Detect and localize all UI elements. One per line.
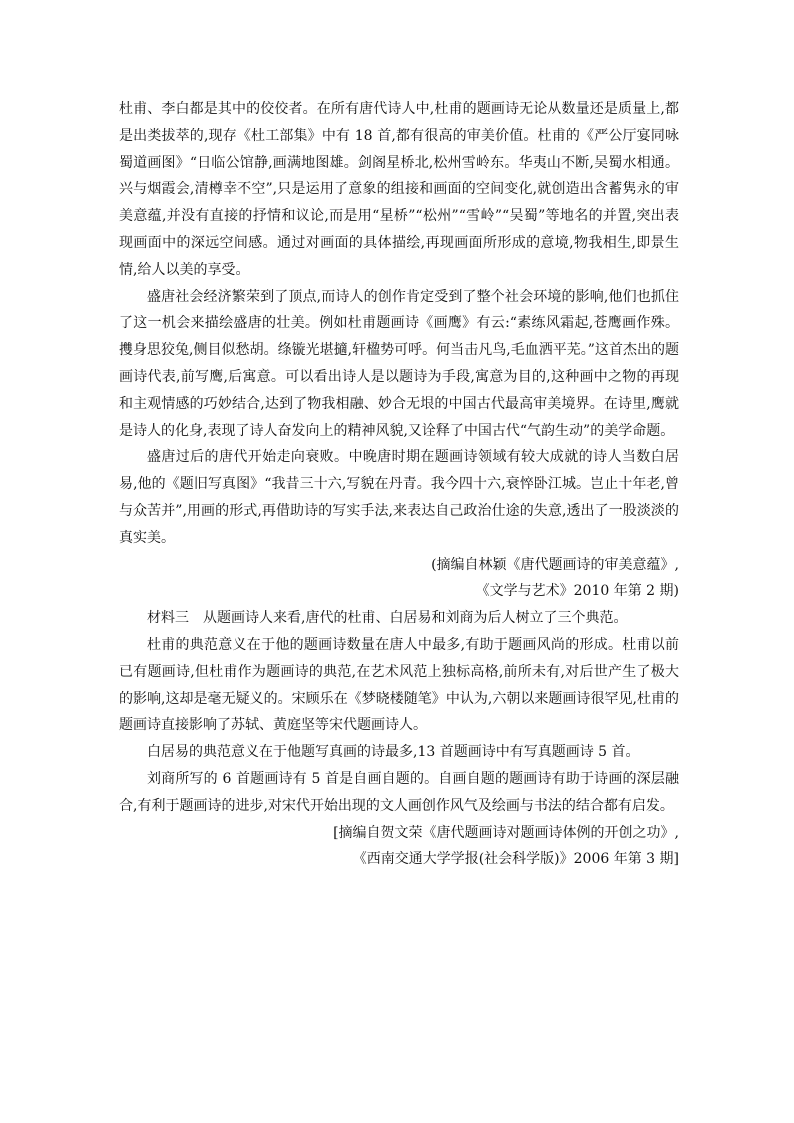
paragraph-dufu-libai: 杜甫、李白都是其中的佼佼者。在所有唐代诗人中,杜甫的题画诗无论从数量还是质量上,都是出类拔萃的,现存《杜工部集》中有 18 首,都有很高的审美价值。杜甫的《严公厅宴同咏蜀道画图》“日临公馆静,画满地图雄。剑阁星桥北,松州雪岭东。华夷山不断,吴蜀水相通。兴与烟霞会,清樽幸不空”,只是运用了意象的组接和画面的空间变化,就创造出含蓄隽永的审美意蕴,并没有直接的抒情和议论,而是用“星桥”“松州”“雪岭”“吴蜀”等地名的并置,突出表现画面中的深远空间感。通过对画面的具体描绘,再现画面所形成的意境,物我相生,即景生情,给人以美的享受。 <box>119 101 679 278</box>
paragraph-baijuyi: 盛唐过后的唐代开始走向衰败。中晚唐时期在题画诗领域有较大成就的诗人当数白居易,他的《题旧写真图》“我昔三十六,写貌在丹青。我今四十六,衰悴卧江城。岂止十年老,曾与众苦并”,用画的形式,再借助诗的写实手法,来表达自己政治仕途的失意,透出了一股淡淡的真实美。 <box>119 449 679 546</box>
source-citation-2-line-1: [摘编自贺文荣《唐代题画诗对题画诗体例的开创之功》, <box>333 824 679 841</box>
source-citation-2-line-2: 《西南交通大学学报(社会科学版)》2006 年第 3 期] <box>352 851 679 868</box>
paragraph-shengtang: 盛唐社会经济繁荣到了顶点,而诗人的创作肯定受到了整个社会环境的影响,他们也抓住了这一机会来描绘盛唐的壮美。例如杜甫题画诗《画鹰》有云:“素练风霜起,苍鹰画作殊。㩳身思狡兔,侧目似愁胡。绦镟光堪擿,轩楹势可呼。何当击凡鸟,毛血洒平芜。”这首杰出的题画诗代表,前写鹰,后寓意。可以看出诗人是以题诗为手段,寓意为目的,这种画中之物的再现和主观情感的巧妙结合,达到了物我相融、妙合无垠的中国古代最高审美境界。在诗里,鹰就是诗人的化身,表现了诗人奋发向上的精神风貌,又诠释了中国古代“气韵生动”的美学命题。 <box>119 288 679 439</box>
article-body <box>119 96 679 873</box>
source-citation-1-line-1: (摘编自林颖《唐代题画诗的审美意蕴》, <box>431 556 679 573</box>
material-3-paragraph-dufu: 杜甫的典范意义在于他的题画诗数量在唐人中最多,有助于题画风尚的形成。杜甫以前已有题画诗,但杜甫作为题画诗的典范,在艺术风范上独标高格,前所未有,对后世产生了极大的影响,这却是毫无疑义的。宋顾乐在《梦晓楼随笔》中认为,六朝以来题画诗很罕见,杜甫的题画诗直接影响了苏轼、黄庭坚等宋代题画诗人。 <box>119 636 679 734</box>
material-3-paragraph-baijuyi: 白居易的典范意义在于他题写真画的诗最多,13 首题画诗中有写真题画诗 5 首。 <box>147 744 640 761</box>
source-citation-1-line-2: 《文学与艺术》2010 年第 2 期) <box>475 583 679 600</box>
material-3-paragraph-liushang: 刘商所写的 6 首题画诗有 5 首是自画自题的。自画自题的题画诗有助于诗画的深层融合,有利于题画诗的进步,对宋代开始出现的文人画创作风气及绘画与书法的结合都有启发。 <box>119 770 679 814</box>
material-3-heading: 材料三 从题画诗人来看,唐代的杜甫、白居易和刘商为后人树立了三个典范。 <box>147 610 628 627</box>
